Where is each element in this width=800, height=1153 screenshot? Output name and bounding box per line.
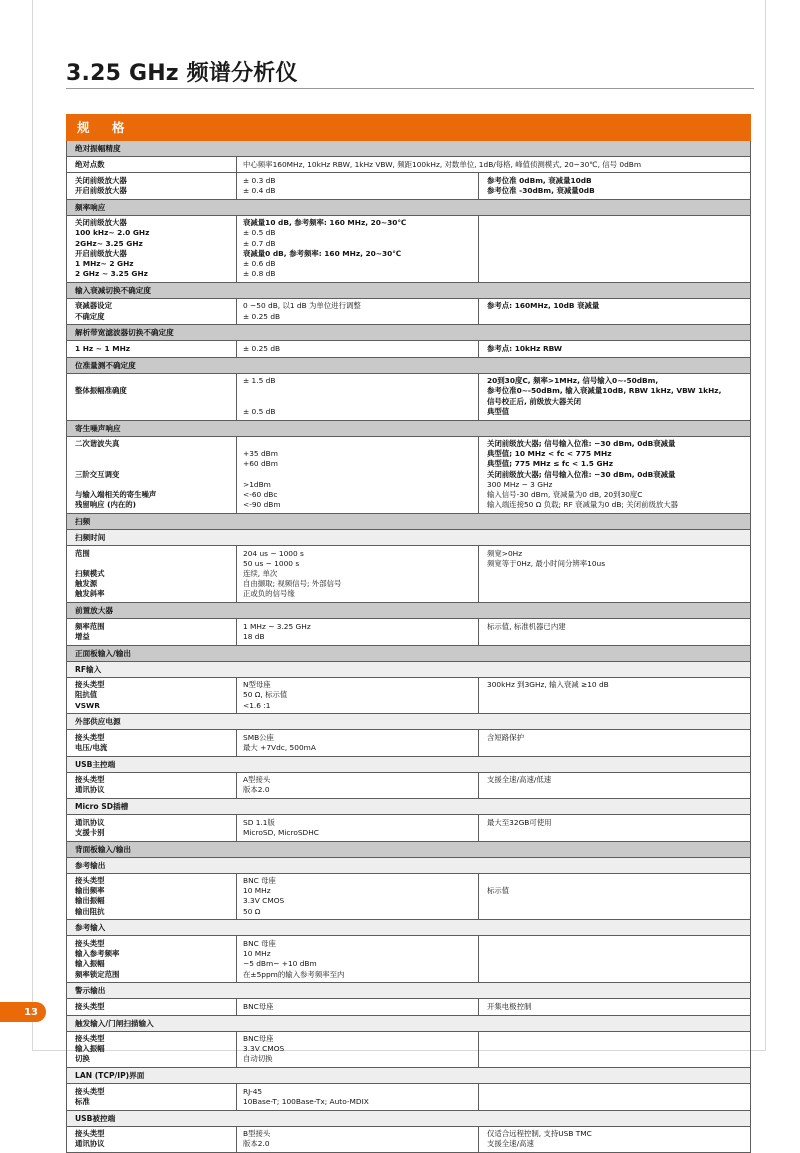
cell-line: 触发斜率 [75, 589, 105, 599]
cell-line: 典型值; 10 MHz < fc < 775 MHz [487, 449, 612, 459]
cell-line: 关闭前级放大器 [75, 218, 127, 228]
spec-parameter-cell [67, 815, 237, 841]
cell-line: 不确定度 [75, 311, 105, 321]
spec-note-cell [479, 936, 751, 983]
section-header-label: RF输入 [67, 661, 751, 677]
cell-line: 0 ~50 dB, 以1 dB 为单位进行调整 [243, 301, 361, 311]
cell-line: 增益 [75, 631, 90, 641]
spec-value-cell [237, 873, 479, 920]
cell-line: 通讯协议 [75, 817, 105, 827]
section-header-label: 位准量测不确定度 [67, 357, 751, 373]
section-header-label: 参考输出 [67, 857, 751, 873]
section-header-label: 触发输入/门闸扫描输入 [67, 1015, 751, 1031]
cell-line: 残留响应 (内在的) [75, 500, 137, 510]
subsection-header-row [67, 983, 751, 999]
cell-line: 204 us ~ 1000 s [243, 548, 304, 558]
section-header-label: Micro SD插槽 [67, 799, 751, 815]
cell-line: 典型值; 775 MHz ≤ fc < 1.5 GHz [487, 459, 614, 469]
spec-value-cell [237, 1031, 479, 1068]
cell-line: +60 dBm [243, 459, 278, 469]
cell-line: BNC母座 [243, 1001, 274, 1011]
spec-note-cell [479, 436, 751, 514]
spec-parameter-cell [67, 999, 237, 1015]
cell-line: 通讯协议 [75, 785, 105, 795]
section-header-label: 扫频 [67, 514, 751, 530]
cell-line: 频率范围 [75, 621, 105, 631]
spec-parameter-cell [67, 1084, 237, 1110]
cell-line: 触发源 [75, 579, 98, 589]
cell-line: 电压/电流 [75, 742, 108, 752]
cell-line: 1 Hz ~ 1 MHz [75, 343, 131, 353]
cell-line: 连续, 单次 [243, 568, 278, 578]
cell-line: 参考点: 10kHz RBW [487, 343, 563, 353]
cell-line: 输出频率 [75, 886, 105, 896]
cell-line: N型母座 [243, 680, 271, 690]
cell-line: 频宽>0Hz [487, 548, 523, 558]
cell-line: 衰减量0 dB, 参考频率: 160 MHz, 20~30℃ [243, 248, 402, 258]
cell-line: ± 0.8 dB [243, 269, 276, 279]
cell-line: ± 0.25 dB [243, 343, 281, 353]
section-header-row [67, 141, 751, 157]
spec-value-cell [237, 730, 479, 756]
title-divider [66, 88, 754, 89]
subsection-header-row [67, 714, 751, 730]
section-header-row [67, 841, 751, 857]
spec-note-cell [479, 173, 751, 199]
cell-line: B型接头 [243, 1129, 271, 1139]
spec-parameter-cell [67, 677, 237, 714]
spec-banner-row [67, 115, 751, 141]
spec-row [67, 298, 751, 324]
spec-note-cell [479, 341, 751, 357]
spec-parameter-cell [67, 173, 237, 199]
spec-row [67, 677, 751, 714]
page-title: 3.25 GHz 频谱分析仪 [66, 61, 298, 86]
cell-line: 支援全速/高速/低速 [487, 775, 552, 785]
cell-line: 绝对点数 [75, 159, 105, 169]
section-header-label: 正面板输入/输出 [67, 645, 751, 661]
section-header-row [67, 645, 751, 661]
spec-row [67, 772, 751, 798]
cell-line: 关闭前级放大器; 信号输入位准: −30 dBm, 0dB衰减量 [487, 469, 676, 479]
spec-value-cell [237, 936, 479, 983]
cell-line: 信号校正后, 前级放大器关闭 [487, 396, 582, 406]
cell-line: 参考位准 0dBm, 衰减量10dB [487, 175, 592, 185]
cell-line: 接头类型 [75, 680, 105, 690]
cell-line: 输出振幅 [75, 896, 105, 906]
spec-row [67, 936, 751, 983]
spec-note-cell [479, 772, 751, 798]
cell-line: 开启前级放大器 [75, 248, 127, 258]
cell-line: 中心频率160MHz, 10kHz RBW, 1kHz VBW, 频距100kHz, 对数单位, 1dB/每格, 峰值侦测模式, 20~30℃, 信号 0dBm [243, 159, 642, 169]
spec-parameter-cell [67, 772, 237, 798]
section-header-row [67, 357, 751, 373]
cell-line: 10Base-T; 100Base-Tx; Auto-MDIX [243, 1096, 369, 1106]
section-header-row [67, 514, 751, 530]
subsection-header-row [67, 530, 751, 546]
section-header-label: 前置放大器 [67, 603, 751, 619]
cell-line: 接头类型 [75, 938, 105, 948]
spec-note-cell [479, 619, 751, 645]
cell-line: ± 0.25 dB [243, 311, 281, 321]
cell-line: 标示值, 标准机器已内建 [487, 621, 566, 631]
specifications-table-body [67, 115, 751, 1153]
spec-row [67, 546, 751, 603]
cell-line: 关闭前级放大器 [75, 175, 127, 185]
spec-note-cell [479, 999, 751, 1015]
cell-line: VSWR [75, 700, 100, 710]
spec-parameter-cell [67, 1126, 237, 1152]
cell-line: ± 1.5 dB [243, 376, 276, 386]
cell-line: 输入端连接50 Ω 负载; RF 衰减量为0 dB; 关闭前级放大器 [487, 500, 679, 510]
spec-value-cell [237, 772, 479, 798]
cell-line: BNC 母座 [243, 876, 276, 886]
cell-line: 3.3V CMOS [243, 1044, 285, 1054]
cell-line: 阻抗值 [75, 690, 98, 700]
spec-note-cell [479, 677, 751, 714]
spec-row [67, 157, 751, 173]
spec-row [67, 1126, 751, 1152]
cell-line: 参考位准0~-50dBm, 输入衰减量10dB, RBW 1kHz, VBW 1kHz, [487, 386, 722, 396]
cell-line: MicroSD, MicroSDHC [243, 827, 319, 837]
section-header-label: 扫频时间 [67, 530, 751, 546]
cell-line: 频率锁定范围 [75, 969, 120, 979]
cell-line: 与输入端相关的寄生噪声 [75, 490, 157, 500]
section-header-label: 背面板输入/输出 [67, 841, 751, 857]
spec-note-cell [479, 546, 751, 603]
spec-parameter-cell [67, 936, 237, 983]
spec-note-cell [479, 873, 751, 920]
spec-row [67, 1031, 751, 1068]
page-number-label: 13 [24, 1006, 38, 1018]
spec-row [67, 341, 751, 357]
cell-line: 关闭前级放大器; 信号输入位准: −30 dBm, 0dB衰减量 [487, 439, 676, 448]
spec-row [67, 873, 751, 920]
cell-line: A型接头 [243, 775, 271, 785]
spec-value-cell [237, 436, 479, 514]
section-header-label: USB主控端 [67, 756, 751, 772]
cell-line: 输出阻抗 [75, 906, 105, 916]
spec-row [67, 215, 751, 282]
cell-line: 接头类型 [75, 1086, 105, 1096]
spec-value-cell [237, 298, 479, 324]
cell-line: 输入振幅 [75, 959, 105, 969]
section-header-label: 输入衰减切换不确定度 [67, 282, 751, 298]
cell-line: ± 0.4 dB [243, 185, 276, 195]
cell-line: 接头类型 [75, 1034, 105, 1043]
subsection-header-row [67, 756, 751, 772]
spec-row [67, 173, 751, 199]
spec-value-cell [237, 677, 479, 714]
section-header-row [67, 199, 751, 215]
cell-line: 典型值 [487, 406, 510, 416]
spec-value-cell [237, 999, 479, 1015]
cell-line: 正或负的信号缘 [243, 589, 295, 599]
cell-line: 仅适合远程控制, 支持USB TMC [487, 1129, 592, 1139]
cell-line: 整体振幅准确度 [75, 386, 127, 396]
spec-value-cell [237, 173, 479, 199]
cell-line: 300kHz 到3GHz, 输入衰减 ≥10 dB [487, 680, 609, 690]
specifications-table [66, 114, 751, 1153]
spec-parameter-cell [67, 341, 237, 357]
section-header-label: USB被控端 [67, 1110, 751, 1126]
spec-banner-label: 规 格 [67, 115, 751, 141]
cell-line: 版本2.0 [243, 785, 270, 795]
spec-parameter-cell [67, 373, 237, 420]
cell-line: 标准 [75, 1096, 90, 1106]
section-header-label: 外部供应电源 [67, 714, 751, 730]
subsection-header-row [67, 920, 751, 936]
section-header-row [67, 420, 751, 436]
cell-line: ± 0.5 dB [243, 228, 276, 238]
cell-line: 在±5ppm的输入参考频率至内 [243, 969, 345, 979]
spec-note-cell [479, 215, 751, 282]
section-header-label: 频率响应 [67, 199, 751, 215]
spec-row [67, 373, 751, 420]
cell-line: BNC母座 [243, 1034, 274, 1043]
spec-note-cell [479, 298, 751, 324]
cell-line: >1dBm [243, 479, 271, 489]
cell-line: 2 GHz ~ 3.25 GHz [75, 269, 148, 279]
cell-line: 二次谐波失真 [75, 439, 120, 448]
cell-line: 通讯协议 [75, 1139, 105, 1149]
cell-line: 支援卡别 [75, 827, 105, 837]
cell-line: +35 dBm [243, 449, 278, 459]
spec-note-cell [479, 373, 751, 420]
cell-line: 自由撷取; 视频信号; 外部信号 [243, 579, 342, 589]
spec-value-cell [237, 157, 751, 173]
spec-parameter-cell [67, 619, 237, 645]
subsection-header-row [67, 857, 751, 873]
section-header-row [67, 603, 751, 619]
cell-line: <1.6 :1 [243, 700, 271, 710]
cell-line: ± 0.7 dB [243, 238, 276, 248]
cell-line: <-90 dBm [243, 500, 281, 510]
cell-line: ± 0.3 dB [243, 175, 276, 185]
cell-line: SD 1.1版 [243, 817, 275, 827]
subsection-header-row [67, 1068, 751, 1084]
cell-line: 接头类型 [75, 876, 105, 886]
section-header-label: 警示输出 [67, 983, 751, 999]
section-header-label: LAN (TCP/IP)界面 [67, 1068, 751, 1084]
cell-line: 标示值 [487, 886, 510, 896]
cell-line: 接头类型 [75, 1001, 105, 1011]
page-number-tab [0, 1002, 46, 1022]
specifications-table-container [66, 114, 750, 1153]
spec-value-cell [237, 815, 479, 841]
subsection-header-row [67, 661, 751, 677]
cell-line: 输入振幅 [75, 1044, 105, 1054]
cell-line: 300 MHz ~ 3 GHz [487, 479, 553, 489]
spec-value-cell [237, 373, 479, 420]
cell-line: 18 dB [243, 631, 265, 641]
cell-line: 50 Ω, 标示值 [243, 690, 288, 700]
section-header-label: 参考输入 [67, 920, 751, 936]
cell-line: 50 Ω [243, 906, 261, 916]
spec-parameter-cell [67, 157, 237, 173]
spec-row [67, 619, 751, 645]
cell-line: −5 dBm~ +10 dBm [243, 959, 317, 969]
section-header-row [67, 325, 751, 341]
section-header-label: 寄生噪声响应 [67, 420, 751, 436]
cell-line: 输入参考频率 [75, 949, 120, 959]
spec-parameter-cell [67, 873, 237, 920]
spec-value-cell [237, 619, 479, 645]
cell-line: 频宽等于0Hz, 最小时间分辨率10us [487, 558, 606, 568]
spec-parameter-cell [67, 1031, 237, 1068]
spec-note-cell [479, 1084, 751, 1110]
cell-line: 范围 [75, 548, 90, 558]
section-header-label: 解析带宽滤波器切换不确定度 [67, 325, 751, 341]
cell-line: 10 MHz [243, 886, 271, 896]
section-header-row [67, 282, 751, 298]
cell-line: 接头类型 [75, 1129, 105, 1139]
spec-row [67, 436, 751, 514]
spec-value-cell [237, 341, 479, 357]
spec-note-cell [479, 730, 751, 756]
cell-line: RJ-45 [243, 1086, 263, 1096]
cell-line: 版本2.0 [243, 1139, 270, 1149]
spec-row [67, 730, 751, 756]
subsection-header-row [67, 799, 751, 815]
subsection-header-row [67, 1110, 751, 1126]
cell-line: 2GHz~ 3.25 GHz [75, 238, 143, 248]
cell-line: 接头类型 [75, 775, 105, 785]
cell-line: 支援全速/高速 [487, 1139, 534, 1149]
cell-line: BNC 母座 [243, 938, 276, 948]
cell-line: 衰减器设定 [75, 301, 112, 311]
spec-parameter-cell [67, 730, 237, 756]
cell-line: 自动切换 [243, 1054, 273, 1064]
spec-parameter-cell [67, 436, 237, 514]
spec-row [67, 1084, 751, 1110]
cell-line: 参考位准 -30dBm, 衰减量0dB [487, 185, 595, 195]
spec-value-cell [237, 215, 479, 282]
cell-line: 3.3V CMOS [243, 896, 285, 906]
cell-line: 10 MHz [243, 949, 271, 959]
spec-value-cell [237, 1084, 479, 1110]
spec-note-cell [479, 815, 751, 841]
cell-line: 最大至32GB可使用 [487, 817, 552, 827]
cell-line: 20到30度C, 频率>1MHz, 信号输入0~-50dBm, [487, 376, 659, 386]
cell-line: ± 0.6 dB [243, 259, 276, 269]
cell-line: 三阶交互调变 [75, 469, 120, 479]
spec-note-cell [479, 1031, 751, 1068]
cell-line: 输入信号-30 dBm, 衰减量为0 dB, 20到30度C [487, 490, 643, 500]
spec-row [67, 815, 751, 841]
cell-line: <-60 dBc [243, 490, 278, 500]
cell-line: 参考点: 160MHz, 10dB 衰减量 [487, 301, 600, 311]
spec-value-cell [237, 1126, 479, 1152]
cell-line: 含短路保护 [487, 732, 524, 742]
cell-line: 切换 [75, 1054, 90, 1064]
spec-row [67, 999, 751, 1015]
cell-line: 接头类型 [75, 732, 105, 742]
spec-parameter-cell [67, 215, 237, 282]
cell-line: SMB公座 [243, 732, 274, 742]
spec-note-cell [479, 1126, 751, 1152]
section-header-label: 绝对振幅精度 [67, 141, 751, 157]
cell-line: 开启前级放大器 [75, 185, 127, 195]
cell-line: 衰减量10 dB, 参考频率: 160 MHz, 20~30℃ [243, 218, 407, 228]
spec-parameter-cell [67, 298, 237, 324]
cell-line: 100 kHz~ 2.0 GHz [75, 228, 150, 238]
spec-value-cell [237, 546, 479, 603]
cell-line: 最大 +7Vdc, 500mA [243, 742, 316, 752]
cell-line: ± 0.5 dB [243, 406, 276, 416]
cell-line: 开集电极控制 [487, 1001, 532, 1011]
subsection-header-row [67, 1015, 751, 1031]
spec-parameter-cell [67, 546, 237, 603]
cell-line: 50 us ~ 1000 s [243, 558, 300, 568]
cell-line: 1 MHz~ 2 GHz [75, 259, 134, 269]
cell-line: 1 MHz ~ 3.25 GHz [243, 621, 311, 631]
cell-line: 扫频模式 [75, 568, 105, 578]
